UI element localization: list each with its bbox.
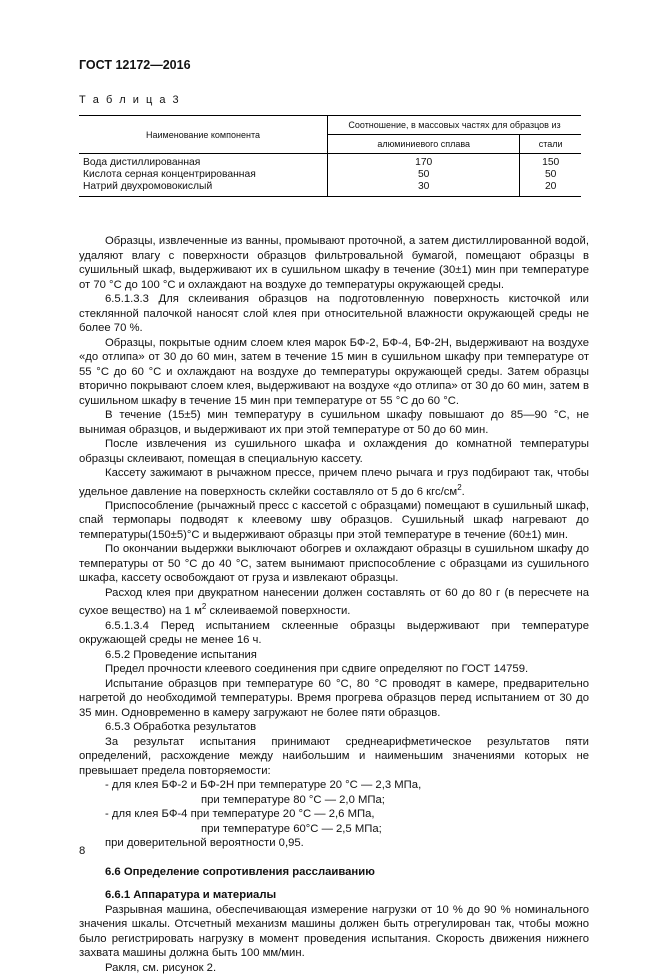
standard-header: ГОСТ 12172—2016 bbox=[79, 58, 191, 72]
row-steel: 20 bbox=[520, 181, 581, 197]
list-item: - для клея БФ-2 и БФ-2Н при температуре 20 °С — 2,3 МПа, bbox=[105, 779, 422, 792]
col-header-component: Наименование компонента bbox=[79, 116, 328, 154]
row-aluminum: 170 bbox=[328, 154, 520, 170]
paragraph bbox=[79, 466, 589, 499]
paragraph: За результат испытания принимают среднеарифметическое результатов пяти определений, расхождение между наибольшим и наименьшим значениями которых не превышает предела повторяемости: bbox=[79, 735, 589, 777]
paragraph-text: . bbox=[461, 485, 465, 498]
superscript: 2 bbox=[457, 482, 462, 492]
row-name: Вода дистиллированная bbox=[79, 154, 328, 170]
paragraph-text: Кассету зажимают в рычажном прессе, причем плечо рычага и груз подбирают так, чтобы удельное давление на поверхность склейки составляло от 5 до 6 кгс/см bbox=[79, 467, 589, 498]
section-6-6-heading: 6.6 Определение сопротивления расслаиванию bbox=[105, 865, 375, 878]
clause-6-5-1-3-3: 6.5.1.3.3 Для склеивания образцов на подготовленную поверхность кисточкой или стеклянной палочкой наносят слой клея при относительной влажности окружающей среды не более 70 %. bbox=[79, 293, 589, 334]
row-name: Натрий двухромовокислый bbox=[79, 181, 328, 197]
col-header-ratio: Соотношение, в массовых частях для образцов из bbox=[328, 116, 582, 135]
paragraph-text: склеиваемой поверхности. bbox=[206, 605, 351, 618]
paragraph: Образцы, покрытые одним слоем клея марок БФ-2, БФ-4, БФ-2Н, выдерживают на воздухе «до отлипа» от 30 до 60 мин, затем в течение 15 мин в сушильном шкафу при температуре от 55 °С до 60 °С и охлаждают на воздухе до температуры окружающей среды. Затем образцы вторично покрывают слоем клея, выдерживают на воздухе «до отлипа» от 30 до 60 мин, затем в сушильном шкафу в течение 15 мин при температуре от 55 °С до 60 °С. bbox=[79, 336, 589, 407]
paragraph: По окончании выдержки выключают обогрев и охлаждают образцы в сушильном шкафу до температуры от 50 °С до 40 °С, затем вынимают приспособление с образцами из сушильного шкафа, кассету освобождают от груза и извлекают образцы. bbox=[79, 543, 589, 585]
table-row bbox=[79, 169, 581, 181]
table-row bbox=[79, 154, 581, 170]
components-table bbox=[79, 115, 581, 197]
row-aluminum: 50 bbox=[328, 169, 520, 181]
row-steel: 50 bbox=[544, 169, 557, 180]
paragraph-text: Расход клея при двукратном нанесении должен составлять от 60 до 80 г (в пересчете на сухое вещество) на 1 м bbox=[79, 586, 589, 618]
page-number: 8 bbox=[79, 845, 86, 857]
list-item: при температуре 80 °С — 2,0 МПа; bbox=[201, 793, 385, 806]
paragraph: Испытание образцов при температуре 60 °С, 80 °С проводят в камере, предварительно нагретой до необходимой температуры. Время прогрева образцов перед испытанием от 30 до 35 мин. Одновременно в камеру загружают не более пяти образцов. bbox=[79, 677, 589, 719]
list-item: при температуре 60°С — 2,5 МПа; bbox=[201, 822, 382, 835]
body-text bbox=[79, 234, 589, 975]
section-6-6-1-heading: 6.6.1 Аппаратура и материалы bbox=[105, 889, 277, 902]
col-header-steel: стали bbox=[520, 135, 581, 154]
col-header-aluminum: алюминиевого сплава bbox=[328, 135, 520, 154]
table-row bbox=[79, 181, 581, 197]
table-caption: Т а б л и ц а 3 bbox=[79, 94, 181, 106]
row-steel: 150 bbox=[542, 157, 560, 168]
clause-6-5-2-heading: 6.5.2 Проведение испытания bbox=[105, 648, 257, 661]
paragraph: Приспособление (рычажный пресс с кассетой с образцами) помещают в сушильный шкаф, спай термопары подводят к клеевому шву образцов. Сушильный шкаф нагревают до температуры(150±5)°С и выдерживают образцы при этой температуре в течение (60±1) мин. bbox=[79, 499, 589, 541]
superscript: 2 bbox=[201, 602, 207, 612]
paragraph bbox=[79, 586, 589, 619]
row-aluminum: 30 bbox=[328, 181, 520, 197]
list-item: - для клея БФ-4 при температуре 20 °С — 2,6 МПа, bbox=[105, 808, 375, 821]
paragraph: Предел прочности клеевого соединения при сдвиге определяют по ГОСТ 14759. bbox=[105, 663, 529, 676]
paragraph: В течение (15±5) мин температуру в сушильном шкафу повышают до 85—90 °С, не вынимая образцов, и выдерживают их при этой температуре от 50 до 60 мин. bbox=[79, 409, 589, 436]
paragraph: при доверительной вероятности 0,95. bbox=[105, 837, 304, 850]
paragraph: Ракля, см. рисунок 2. bbox=[105, 961, 217, 974]
paragraph: Разрывная машина, обеспечивающая измерение нагрузки от 10 % до 90 % номинального значения шкалы. Отсчетный механизм машины должен быть отрегулирован так, чтобы можно было регистрировать нагрузку в момент проведения испытания. Скорость движения нижнего захвата машины должна быть 100 мм/мин. bbox=[79, 903, 589, 960]
clause-6-5-3-heading: 6.5.3 Обработка результатов bbox=[105, 721, 257, 734]
paragraph: После извлечения из сушильного шкафа и охлаждения до комнатной температуры образцы склеивают, помещая в специальную кассету. bbox=[79, 438, 589, 465]
row-name: Кислота серная концентрированная bbox=[79, 169, 328, 181]
clause-6-5-1-3-4: 6.5.1.3.4 Перед испытанием склеенные образцы выдерживают при температуре окружающей среды не менее 16 ч. bbox=[79, 619, 589, 647]
paragraph: Образцы, извлеченные из ванны, промывают проточной, а затем дистиллированной водой, удаляют влагу с поверхности образцов фильтровальной бумагой, помещают образцы в сушильный шкаф, выдерживают их в сушильном шкафу в течение (30±1) мин при температуре от 70 °С до 100 °С и охлаждают на воздухе до температуры окружающей среды. bbox=[79, 235, 589, 291]
